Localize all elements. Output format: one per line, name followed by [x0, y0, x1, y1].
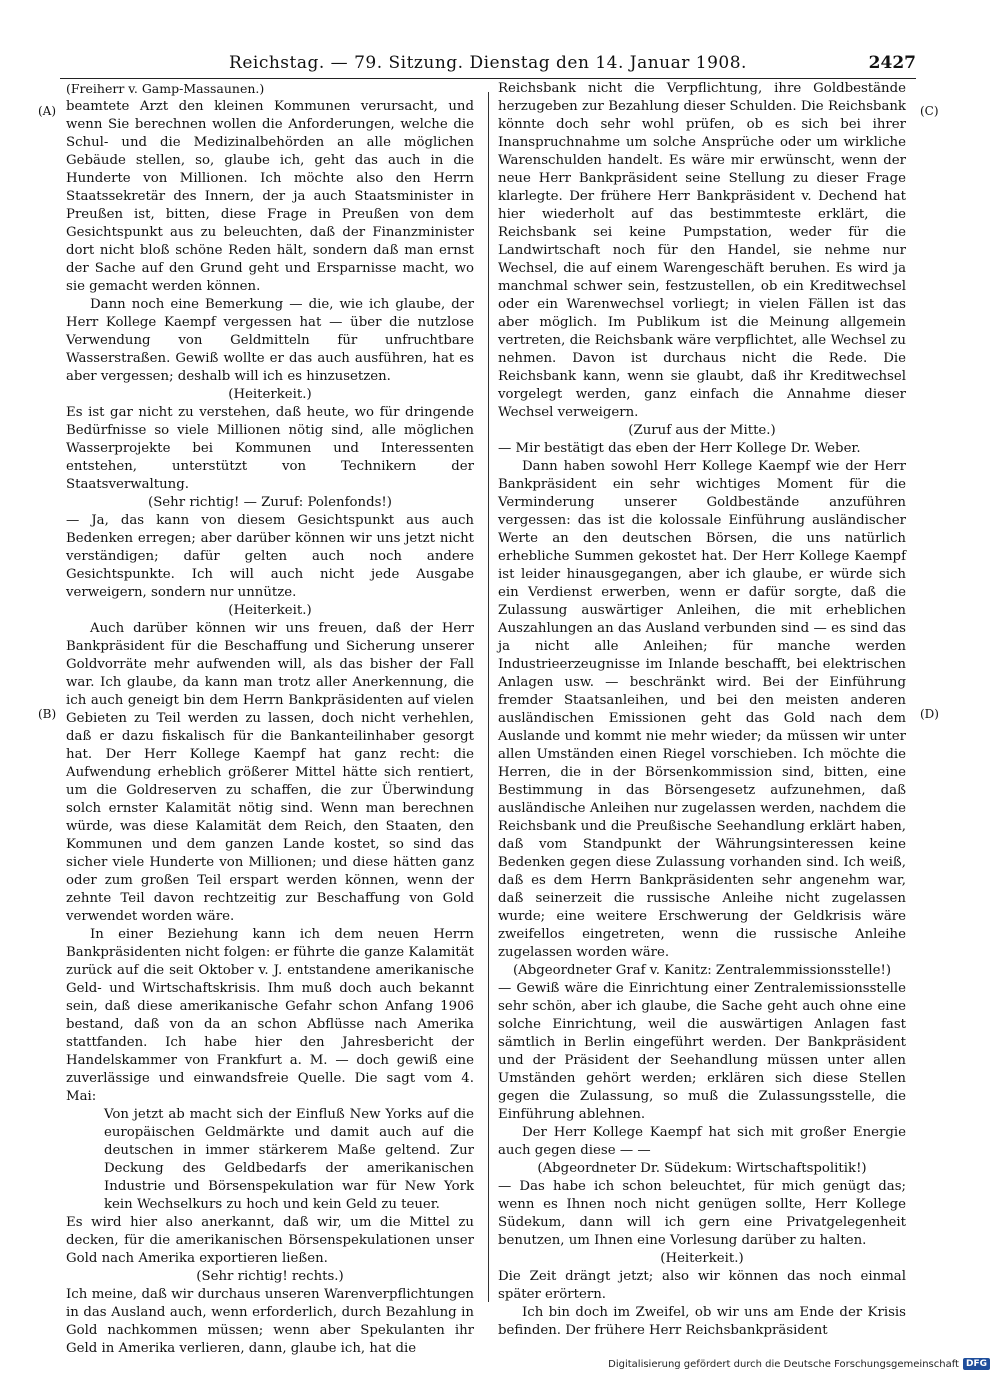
paragraph: Der Herr Kollege Kaempf hat sich mit großer Energie auch gegen diese — —	[498, 1125, 906, 1158]
margin-mark-d: (D)	[920, 707, 939, 721]
page-number: 2427	[868, 53, 916, 73]
paragraph: Reichsbank nicht die Verpflichtung, ihre Goldbestände herzugeben zur Bezahlung dieser Schulden. Die Reichsbank könnte doch sehr wohl prüfen, ob es sich bei ihrer Inanspruchnahme um solche Ansprüche oder um wirkliche Warenschulden handelt. Es wäre mir erwünscht, wenn der neue Herr Bankpräsident seine Stellung zu dieser Frage klarlegte. Der frühere Herr Bankpräsident v. Dechend hat hier wiederholt auf das bestimmteste erklärt, die Reichsbank sei keine Pumpstation, weder für die Landwirtschaft noch für den Handel, sie nehme nur Wechsel, die auf einem Warengeschäft beruhen. Es wird ja manchmal schwer sein, festzustellen, ob ein Kreditwechsel oder ein Warenwechsel vorliegt; in vielen Fällen ist das aber möglich. Im Publikum ist die Meinung allgemein vertreten, die Reichsbank wäre verpflichtet, alle Wechsel zu nehmen. Davon ist durchaus nicht die Rede. Die Reichsbank kann, wenn sie glaubt, daß ihr Kreditwechsel vorgelegt werden, ganz einfach die Annahme dieser Wechsel verweigern.	[498, 81, 906, 420]
paragraph: — Ja, das kann von diesem Gesichtspunkt aus auch Bedenken erregen; aber darüber können wir uns jetzt nicht verständigen; dafür gelten auch noch andere Gesichtspunkte. Ich will auch nicht jede Ausgabe verweigern, sondern nur unnütze.	[66, 513, 474, 600]
interjection: (Zuruf aus der Mitte.)	[628, 423, 776, 438]
interjection: (Abgeordneter Graf v. Kanitz: Zentralemmissionsstelle!)	[512, 963, 892, 978]
paragraph: beamtete Arzt den kleinen Kommunen verursacht, und wenn Sie berechnen wollen die Anforderungen, welche die Schul- und die Medizinalbehörden an alle möglichen Gebäude stellen, so, glaube ich, geht das auch in die Hunderte von Millionen. Ich möchte also den Herrn Staatssekretär des Innern, der ja auch Staatsminister in Preußen ist, bitten, diese Frage in Preußen von dem Gesichtspunkt aus zu beleuchten, daß der Finanzminister dort nicht bloß schöne Reden hält, sondern daß man ernst der Sache auf den Grund geht und Ersparnisse macht, wo sie gemacht werden können.	[66, 99, 474, 294]
block-quote: Von jetzt ab macht sich der Einfluß New Yorks auf die europäischen Geldmärkte und damit auch auf die deutschen in immer stärkerem Maße geltend. Zur Deckung des Geldbedarfs der amerikanischen Industrie und Börsenspekulation war für New York kein Wechselkurs zu hoch und kein Geld zu teuer.	[104, 1107, 474, 1212]
interjection: (Heiterkeit.)	[660, 1251, 744, 1266]
credit-text: Digitalisierung gefördert durch die Deutsche Forschungsgemeinschaft	[608, 1358, 959, 1370]
paragraph: Ich meine, daß wir durchaus unseren Warenverpflichtungen in das Ausland auch, wenn erforderlich, durch Bezahlung in Gold nachkommen müssen; wenn aber Spekulanten ihr Geld in Amerika verlieren, dann, glaube ich, hat die	[66, 1287, 474, 1356]
column-divider	[488, 92, 489, 1302]
paragraph: Ich bin doch im Zweifel, ob wir uns am Ende der Krisis befinden. Der frühere Herr Reichsbankpräsident	[498, 1305, 906, 1338]
interjection: (Sehr richtig! — Zuruf: Polenfonds!)	[148, 495, 392, 510]
paragraph: Es wird hier also anerkannt, daß wir, um die Mittel zu decken, für die amerikanischen Börsenspekulationen unser Gold nach Amerika exportieren ließen.	[66, 1215, 474, 1266]
interjection: (Sehr richtig! rechts.)	[196, 1269, 344, 1284]
digitization-credit	[608, 1358, 990, 1370]
dfg-logo: DFG	[963, 1358, 990, 1370]
speaker-label: (Freiherr v. Gamp-Massaunen.)	[66, 81, 265, 96]
paragraph: — Gewiß wäre die Einrichtung einer Zentralemissionsstelle sehr schön, aber ich glaube, die Sache geht auch ohne eine solche Einrichtung, weil die auswärtigen Anlagen fast sämtlich in Berlin eingeführt werden. Der Bankpräsident und der Präsident der Seehandlung müssen unter allen Umständen gehört werden; erklären sich diese Stellen gegen die Zulassung, so muß die Zulassungsstelle, die Einführung ablehnen.	[498, 981, 906, 1122]
interjection: (Heiterkeit.)	[228, 387, 312, 402]
right-column	[498, 80, 906, 1340]
paragraph: Dann haben sowohl Herr Kollege Kaempf wie der Herr Bankpräsident ein sehr wichtiges Moment für die Verminderung unserer Goldbestände anzuführen vergessen: das ist die kolossale Einführung ausländischer Werte an den deutschen Börsen, die uns natürlich erhebliche Summen gekostet hat. Der Herr Kollege Kaempf ist leider hinausgegangen, aber ich glaube, er würde sich ein Verdienst erwerben, wenn er dafür sorgte, daß die Zulassung auswärtiger Anleihen, die mit erheblichen Auszahlungen an das Ausland verbunden sind — es sind das ja nicht alle Anleihen; für manche werden Industrieerzeugnisse im Inlande beschafft, bei elektrischen Anlagen usw. — beschränkt wird. Bei der Einführung fremder Staatsanleihen, und bei den meisten anderen ausländischen Emissionen geht das Gold nach dem Auslande und kommt nie mehr wieder; da müssen wir unter allen Umständen einen Riegel vorschieben. Ich möchte die Herren, die in der Börsenkommission sind, bitten, eine Bestimmung in das Börsengesetz aufzunehmen, daß ausländische Anleihen nur zugelassen werden, nachdem die Reichsbank und die Preußische Seehandlung erklärt haben, daß vom Standpunkt der Währungsinteressen keine Bedenken gegen diese Zulassung vorhanden sind. Ich weiß, daß es dem Herrn Bankpräsidenten sehr angenehm war, daß seinerzeit die russische Anleihe nicht zugelassen wurde; eine weitere Erschwerung der Geldkrisis wäre zweifellos eingetreten, wenn die russische Anleihe zugelassen worden wäre.	[498, 459, 906, 960]
left-column	[66, 80, 474, 1358]
margin-mark-a: (A)	[38, 104, 57, 118]
paragraph: Dann noch eine Bemerkung — die, wie ich glaube, der Herr Kollege Kaempf vergessen hat — über die nutzlose Verwendung von Geldmitteln für unfruchtbare Wasserstraßen. Gewiß wollte er das auch ausführen, hat es aber vergessen; deshalb will ich es hinzusetzen.	[66, 297, 474, 384]
paragraph: In einer Beziehung kann ich dem neuen Herrn Bankpräsidenten nicht folgen: er führte die ganze Kalamität zurück auf die seit Oktober v. J. entstandene amerikanische Geld- und Wirtschaftskrisis. Ihm muß doch auch bekannt sein, daß diese amerikanische Gefahr schon Anfang 1906 bestand, daß von da an schon Abflüsse nach Amerika stattfanden. Ich habe hier den Jahresbericht der Handelskammer von Frankfurt a. M. — doch gewiß eine zuverlässige und einwandsfreie Quelle. Die sagt vom 4. Mai:	[66, 927, 474, 1104]
paragraph: Auch darüber können wir uns freuen, daß der Herr Bankpräsident für die Beschaffung und Sicherung unserer Goldvorräte mehr aufwenden will, als das bisher der Fall war. Ich glaube, da kann man trotz aller Anerkennung, die ich auch geneigt bin dem Herrn Bankpräsidenten auf vielen Gebieten zu Teil werden zu lassen, doch nicht verhehlen, daß er dazu fiskalisch für die Bankanteilinhaber gesorgt hat. Der Herr Kollege Kaempf hat ganz recht: die Aufwendung erheblich größerer Mittel hätte sich rentiert, um die Goldreserven zu schaffen, die zur Überwindung solch ernster Kalamität nötig sind. Wenn man berechnen würde, was diese Kalamität dem Reich, den Staaten, den Kommunen und dem ganzen Lande kostet, so sind das sicher viele Hunderte von Millionen; und diese hätten ganz oder zum großen Teil erspart werden können, wenn der zehnte Teil davon rechtzeitig zur Beschaffung von Gold verwendet worden wäre.	[66, 621, 474, 924]
page-header	[60, 52, 916, 74]
paragraph: — Mir bestätigt das eben der Herr Kollege Dr. Weber.	[498, 441, 861, 456]
interjection: (Abgeordneter Dr. Südekum: Wirtschaftspolitik!)	[537, 1161, 867, 1176]
paragraph: Es ist gar nicht zu verstehen, daß heute, wo für dringende Bedürfnisse so viele Millionen nötig sind, alle möglichen Wasserprojekte bei Kommunen und Interessenten entstehen, unterstützt von Technikern der Staatsverwaltung.	[66, 405, 474, 492]
paragraph: Die Zeit drängt jetzt; also wir können das noch einmal später erörtern.	[498, 1269, 906, 1302]
interjection: (Heiterkeit.)	[228, 603, 312, 618]
paragraph: — Das habe ich schon beleuchtet, für mich genügt das; wenn es Ihnen noch nicht genügen sollte, Herr Kollege Südekum, dann will ich gern eine Privatgelegenheit benutzen, um Ihnen eine Vorlesung darüber zu halten.	[498, 1179, 906, 1248]
margin-mark-b: (B)	[38, 707, 57, 721]
margin-mark-c: (C)	[920, 104, 939, 118]
header-rule	[60, 78, 916, 79]
running-title: Reichstag. — 79. Sitzung. Dienstag den 14. Januar 1908.	[229, 53, 747, 73]
